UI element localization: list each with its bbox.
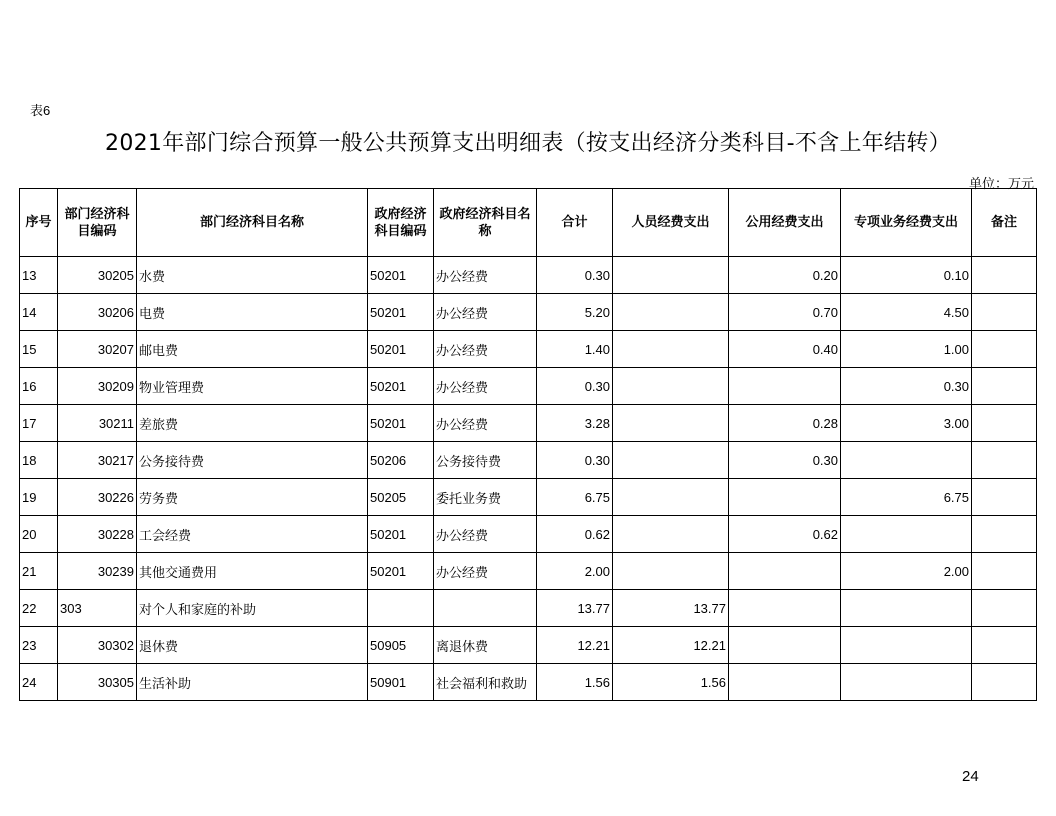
cell-dept-name: 邮电费 xyxy=(137,331,368,368)
cell-dept-name: 公务接待费 xyxy=(137,442,368,479)
table-row xyxy=(20,479,1037,516)
table-row xyxy=(20,368,1037,405)
cell-remarks xyxy=(972,664,1037,701)
cell-remarks xyxy=(972,257,1037,294)
cell-public: 0.70 xyxy=(729,294,841,331)
cell-personnel xyxy=(613,479,729,516)
cell-public: 0.20 xyxy=(729,257,841,294)
cell-public xyxy=(729,479,841,516)
unit-label: 单位：万元 xyxy=(968,177,1034,192)
cell-special: 1.00 xyxy=(841,331,972,368)
cell-public: 0.62 xyxy=(729,516,841,553)
cell-personnel xyxy=(613,331,729,368)
cell-special xyxy=(841,627,972,664)
cell-special xyxy=(841,590,972,627)
cell-seq: 15 xyxy=(20,331,58,368)
cell-dept-name: 退休费 xyxy=(137,627,368,664)
cell-seq: 13 xyxy=(20,257,58,294)
cell-gov-code: 50206 xyxy=(368,442,434,479)
cell-seq: 22 xyxy=(20,590,58,627)
table-label: 表6 xyxy=(30,103,51,118)
table-body xyxy=(20,257,1037,701)
cell-gov-code xyxy=(368,590,434,627)
header-personnel: 人员经费支出 xyxy=(613,189,729,257)
cell-personnel xyxy=(613,405,729,442)
cell-total: 6.75 xyxy=(537,479,613,516)
cell-seq: 24 xyxy=(20,664,58,701)
cell-seq: 18 xyxy=(20,442,58,479)
cell-total: 2.00 xyxy=(537,553,613,590)
cell-dept-name: 对个人和家庭的补助 xyxy=(137,590,368,627)
cell-dept-name: 劳务费 xyxy=(137,479,368,516)
cell-gov-name: 办公经费 xyxy=(434,331,537,368)
cell-public xyxy=(729,590,841,627)
cell-gov-code: 50201 xyxy=(368,405,434,442)
cell-special: 2.00 xyxy=(841,553,972,590)
cell-dept-code: 303 xyxy=(58,590,137,627)
table-row xyxy=(20,627,1037,664)
cell-public: 0.30 xyxy=(729,442,841,479)
cell-dept-code: 30228 xyxy=(58,516,137,553)
cell-dept-name: 水费 xyxy=(137,257,368,294)
cell-remarks xyxy=(972,405,1037,442)
cell-gov-name: 离退休费 xyxy=(434,627,537,664)
cell-personnel xyxy=(613,294,729,331)
cell-remarks xyxy=(972,516,1037,553)
cell-public xyxy=(729,368,841,405)
table-header-row xyxy=(20,189,1037,257)
cell-remarks xyxy=(972,590,1037,627)
cell-gov-code: 50205 xyxy=(368,479,434,516)
cell-seq: 16 xyxy=(20,368,58,405)
cell-gov-name: 办公经费 xyxy=(434,553,537,590)
table-row xyxy=(20,442,1037,479)
cell-dept-code: 30305 xyxy=(58,664,137,701)
cell-remarks xyxy=(972,368,1037,405)
cell-public: 0.28 xyxy=(729,405,841,442)
cell-dept-code: 30302 xyxy=(58,627,137,664)
cell-gov-code: 50905 xyxy=(368,627,434,664)
cell-dept-name: 生活补助 xyxy=(137,664,368,701)
cell-dept-code: 30217 xyxy=(58,442,137,479)
cell-special xyxy=(841,516,972,553)
cell-total: 0.30 xyxy=(537,368,613,405)
cell-public xyxy=(729,553,841,590)
cell-dept-name: 差旅费 xyxy=(137,405,368,442)
table-row xyxy=(20,294,1037,331)
cell-gov-code: 50201 xyxy=(368,257,434,294)
table-row xyxy=(20,553,1037,590)
cell-personnel xyxy=(613,257,729,294)
cell-total: 1.40 xyxy=(537,331,613,368)
header-gov-code: 政府经济科目编码 xyxy=(368,189,434,257)
cell-gov-name: 办公经费 xyxy=(434,405,537,442)
cell-gov-name: 办公经费 xyxy=(434,516,537,553)
table-row xyxy=(20,331,1037,368)
cell-dept-code: 30211 xyxy=(58,405,137,442)
cell-seq: 14 xyxy=(20,294,58,331)
cell-seq: 20 xyxy=(20,516,58,553)
cell-total: 1.56 xyxy=(537,664,613,701)
cell-gov-code: 50201 xyxy=(368,331,434,368)
cell-seq: 23 xyxy=(20,627,58,664)
header-public: 公用经费支出 xyxy=(729,189,841,257)
cell-personnel xyxy=(613,368,729,405)
cell-dept-code: 30205 xyxy=(58,257,137,294)
table-row xyxy=(20,257,1037,294)
header-total: 合计 xyxy=(537,189,613,257)
cell-special xyxy=(841,442,972,479)
table-row xyxy=(20,405,1037,442)
cell-total: 0.30 xyxy=(537,257,613,294)
cell-remarks xyxy=(972,627,1037,664)
cell-personnel: 13.77 xyxy=(613,590,729,627)
cell-dept-code: 30239 xyxy=(58,553,137,590)
cell-seq: 21 xyxy=(20,553,58,590)
cell-personnel: 1.56 xyxy=(613,664,729,701)
cell-special: 0.10 xyxy=(841,257,972,294)
cell-total: 5.20 xyxy=(537,294,613,331)
cell-dept-name: 工会经费 xyxy=(137,516,368,553)
cell-gov-code: 50201 xyxy=(368,553,434,590)
cell-special: 6.75 xyxy=(841,479,972,516)
cell-personnel xyxy=(613,553,729,590)
cell-special xyxy=(841,664,972,701)
cell-gov-name xyxy=(434,590,537,627)
cell-special: 3.00 xyxy=(841,405,972,442)
cell-seq: 19 xyxy=(20,479,58,516)
cell-dept-name: 物业管理费 xyxy=(137,368,368,405)
cell-seq: 17 xyxy=(20,405,58,442)
cell-gov-name: 办公经费 xyxy=(434,294,537,331)
cell-remarks xyxy=(972,294,1037,331)
cell-total: 13.77 xyxy=(537,590,613,627)
cell-gov-code: 50201 xyxy=(368,368,434,405)
cell-dept-name: 其他交通费用 xyxy=(137,553,368,590)
header-special: 专项业务经费支出 xyxy=(841,189,972,257)
cell-dept-code: 30207 xyxy=(58,331,137,368)
budget-table xyxy=(19,188,1037,701)
cell-dept-code: 30206 xyxy=(58,294,137,331)
cell-gov-code: 50201 xyxy=(368,516,434,553)
cell-total: 3.28 xyxy=(537,405,613,442)
page-title: 2021年部门综合预算一般公共预算支出明细表（按支出经济分类科目-不含上年结转） xyxy=(105,131,951,156)
table-row xyxy=(20,664,1037,701)
cell-remarks xyxy=(972,331,1037,368)
header-gov-name: 政府经济科目名称 xyxy=(434,189,537,257)
cell-personnel: 12.21 xyxy=(613,627,729,664)
cell-public: 0.40 xyxy=(729,331,841,368)
header-remarks: 备注 xyxy=(972,189,1037,257)
cell-dept-code: 30209 xyxy=(58,368,137,405)
cell-total: 12.21 xyxy=(537,627,613,664)
cell-personnel xyxy=(613,442,729,479)
header-dept-code: 部门经济科目编码 xyxy=(58,189,137,257)
cell-personnel xyxy=(613,516,729,553)
cell-total: 0.62 xyxy=(537,516,613,553)
cell-remarks xyxy=(972,442,1037,479)
cell-remarks xyxy=(972,479,1037,516)
cell-public xyxy=(729,664,841,701)
cell-public xyxy=(729,627,841,664)
cell-remarks xyxy=(972,553,1037,590)
cell-gov-code: 50201 xyxy=(368,294,434,331)
cell-special: 0.30 xyxy=(841,368,972,405)
cell-gov-name: 委托业务费 xyxy=(434,479,537,516)
header-dept-name: 部门经济科目名称 xyxy=(137,189,368,257)
cell-gov-name: 社会福利和救助 xyxy=(434,664,537,701)
cell-dept-name: 电费 xyxy=(137,294,368,331)
cell-special: 4.50 xyxy=(841,294,972,331)
header-seq: 序号 xyxy=(20,189,58,257)
cell-gov-name: 公务接待费 xyxy=(434,442,537,479)
cell-total: 0.30 xyxy=(537,442,613,479)
page-number: 24 xyxy=(962,768,979,785)
cell-gov-name: 办公经费 xyxy=(434,257,537,294)
cell-gov-name: 办公经费 xyxy=(434,368,537,405)
cell-gov-code: 50901 xyxy=(368,664,434,701)
table-row xyxy=(20,590,1037,627)
cell-dept-code: 30226 xyxy=(58,479,137,516)
table-row xyxy=(20,516,1037,553)
